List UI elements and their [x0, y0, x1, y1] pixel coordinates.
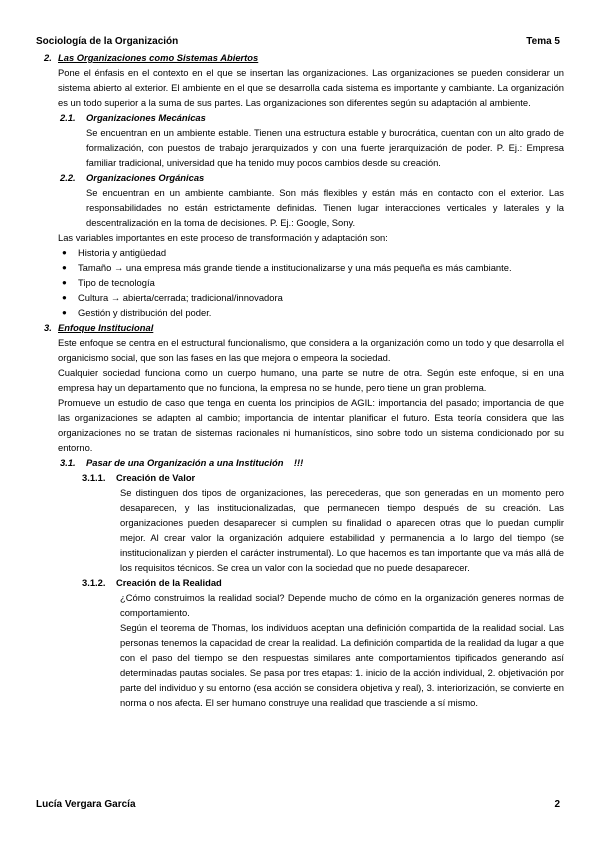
section-3-paragraph: Este enfoque se centra en el estructural funcionalismo, que considera a la organización como un todo y que desarrolla el organicismo social, que son las fases en las que mejora o empeora la sociedad.: [58, 337, 564, 363]
section-title: Enfoque Institucional: [58, 322, 154, 333]
list-item: ● Gestión y distribución del poder.: [62, 307, 212, 318]
subsection-2-2-paragraph: Se encuentran en un ambiente cambiante. Son más flexibles y están más en contacto con el exterior. Las responsabilidades no están estrictamente definidas. Tienen lugar interacciones verticales y laterales y la descentralización en la toma de decisiones. P. Ej.: Google, Sony.: [86, 187, 564, 228]
bullet-icon: ●: [62, 263, 67, 272]
subsubsection-number: 3.1.1.: [82, 472, 106, 483]
list-item: ● Cultura → abierta/cerrada; tradicional/innovadora: [62, 292, 283, 303]
subsection-2-1-heading: [36, 110, 564, 125]
subsubsection-3-1-2-heading: [36, 575, 564, 590]
section-3-paragraph: Promueve un estudio de caso que tenga en cuenta los principios de AGIL: importancia del pasado; importancia de que las organizaciones se adapten al cambio; importancia de intentar planificar el futuro. Esta teoría considera que las organizaciones no se tratan de sistemas racionales ni humanísticos, sino sobre todo un sistema condicionado por su entorno.: [58, 397, 564, 453]
section-title: Las Organizaciones como Sistemas Abiertos: [58, 52, 259, 63]
subsubsection-3-1-1-paragraph: Se distinguen dos tipos de organizaciones, las perecederas, que son generadas en un momento pero desaparecen, y las institucionalizadas, que permanecen tiempo después de su creación. Las organizaciones pueden desaparecer si cumplen su finalidad o aparecen otras que lo puedan cumplir mejor. Al crear valor la organización adquiere estabilidad y permanencia a lo largo del tiempo (se institucionalizan y pierden el carácter instrumental). Lo que hacemos es tan importante que va más allá de los requisitos técnicos. Se crea un valor con la sociedad que no puede desaparecer.: [120, 487, 564, 573]
subsection-2-2-heading: [36, 170, 564, 185]
page-content: [36, 50, 564, 710]
page-header: [36, 34, 560, 50]
page-number: 2: [554, 799, 560, 810]
header-subject: Sociología de la Organización: [36, 36, 179, 47]
header-topic: Tema 5: [526, 36, 560, 47]
variables-intro: Las variables importantes en este proceso de transformación y adaptación son:: [58, 232, 388, 243]
section-number: 3.: [44, 322, 52, 333]
list-item: ● Tipo de tecnología: [62, 277, 155, 288]
subsubsection-3-1-2-paragraph: ¿Cómo construimos la realidad social? Depende mucho de cómo en la organización generes normas de comportamiento.: [120, 592, 564, 618]
subsection-number: 3.1.: [60, 457, 76, 468]
bullet-icon: ●: [62, 293, 67, 302]
subsubsection-3-1-2-paragraph: Según el teorema de Thomas, los individuos aceptan una definición compartida de la realidad social. Las personas tenemos la capacidad de crear la realidad. La definición compartida de la realidad da lugar a que con el paso del tiempo se den respuestas similares ante comportamientos tipificados generando así determinadas pautas sociales. Se pasa por tres etapas: 1. inicio de la acción individual, 2. objetivación por parte del individuo y su entorno (esa acción se considera objetiva y real), 3. interiorización, se convierte en norma o nos afecta. El ser humano construye una realidad que trasciende a sí mismo.: [120, 622, 564, 708]
subsection-title: Organizaciones Orgánicas: [86, 172, 205, 183]
subsection-number: 2.1.: [60, 112, 76, 123]
page-footer: [36, 797, 560, 813]
list-item: ● Historia y antigüedad: [62, 247, 167, 258]
subsection-3-1-heading: [36, 455, 564, 470]
subsubsection-title: Creación de Valor: [116, 472, 196, 483]
footer-author: Lucía Vergara García: [36, 799, 136, 810]
section-number: 2.: [44, 52, 52, 63]
section-3-heading: [36, 320, 564, 335]
subsection-2-1-paragraph: Se encuentran en un ambiente estable. Tienen una estructura estable y burocrática, cuentan con un alto grado de formalización, con puestos de trabajo jerarquizados y con una fuerte jerarquización de poder. P. Ej.: Empresa familiar tradicional, universidad que ha tenido muy pocos cambios desde su creación.: [86, 127, 564, 168]
bullet-icon: ●: [62, 308, 67, 317]
variables-list: [36, 245, 564, 320]
subsection-title: Organizaciones Mecánicas: [86, 112, 206, 123]
subsubsection-number: 3.1.2.: [82, 577, 106, 588]
section-3-paragraph: Cualquier sociedad funciona como un cuerpo humano, una parte se nutre de otra. Según este enfoque, si en una empresa hay un departamento que no funciona, la empresa no se hunde, pero tiene un gran problema.: [58, 367, 564, 393]
subsubsection-title: Creación de la Realidad: [116, 577, 222, 588]
section-2-heading: [36, 50, 564, 65]
subsection-title: Pasar de una Organización a una Institución: [86, 457, 284, 468]
subsubsection-3-1-1-heading: [36, 470, 564, 485]
bullet-icon: ●: [62, 248, 67, 257]
bullet-icon: ●: [62, 278, 67, 287]
list-item: ● Tamaño → una empresa más grande tiende a institucionalizarse y una más pequeña es más cambiante.: [62, 262, 512, 273]
emphasis-marks: !!!: [293, 457, 304, 468]
section-2-paragraph: Pone el énfasis en el contexto en el que se insertan las organizaciones. Las organizaciones se pueden considerar un sistema abierto al exterior. El ambiente en el que se desarrolla cada sistema es importante y cambiante. La organización es un todo superior a la suma de sus partes. Las organizaciones son diferentes según su adaptación al ambiente.: [58, 67, 564, 108]
subsection-number: 2.2.: [60, 172, 76, 183]
